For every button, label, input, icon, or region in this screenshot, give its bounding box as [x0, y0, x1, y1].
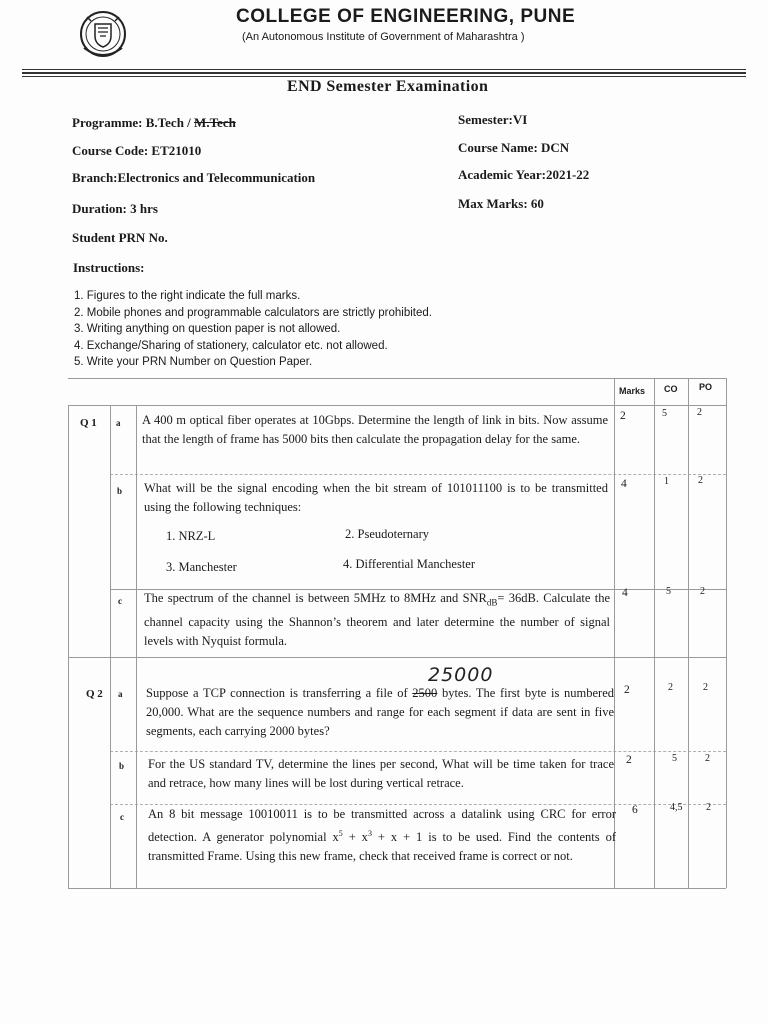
co-column-header: CO [664, 384, 678, 394]
co-value: 2 [668, 682, 673, 693]
snr-subscript: dB [486, 597, 498, 608]
marks-value: 2 [624, 684, 630, 696]
duration: Duration: 3 hrs [72, 201, 158, 216]
table-row-divider [110, 751, 726, 752]
question-number: Q 1 [80, 417, 97, 429]
subquestion-label: b [119, 761, 125, 771]
table-bottom-border [68, 888, 726, 889]
marks-value: 2 [620, 410, 626, 422]
table-row-divider [68, 405, 726, 406]
programme-struck-option: M.Tech [194, 115, 236, 130]
header-divider [22, 76, 746, 77]
semester: Semester:VI [458, 112, 528, 127]
question-number: Q 2 [86, 688, 103, 700]
marks-value: 2 [626, 754, 632, 766]
po-value: 2 [705, 753, 710, 764]
question-text-part: + x + 1 is to be used. Find the contents of transmitted Frame. Using this new frame, check that received frame is correct or not. [148, 830, 616, 864]
question-text-part: The spectrum of the channel is between 5MHz to 8MHz and SNR [144, 591, 487, 605]
question-text-part: + x [342, 830, 368, 845]
programme-field [72, 115, 236, 131]
table-top-border [68, 378, 726, 379]
polynomial-exponent: 3 [367, 829, 372, 838]
po-value: 2 [697, 407, 702, 418]
question-text: For the US standard TV, determine the lines per second, What will be time taken for trace and retrace, how many lines will be lost during vertical retrace. [148, 757, 614, 790]
subquestion-label: c [118, 596, 122, 606]
marks-column-header: Marks [619, 386, 646, 396]
subquestion-label: b [117, 486, 123, 496]
table-column-divider [136, 405, 137, 888]
po-value: 2 [700, 586, 705, 597]
co-value: 4,5 [670, 802, 683, 813]
max-marks: Max Marks: 60 [458, 196, 544, 211]
co-value: 5 [672, 753, 677, 764]
table-column-divider [68, 405, 69, 888]
header-divider [22, 72, 746, 74]
co-value: 1 [664, 476, 669, 487]
subquestion-label: c [120, 812, 124, 822]
struck-value: 2500 [412, 686, 438, 700]
instruction-item: 2. Mobile phones and programmable calculators are strictly prohibited. [74, 306, 432, 319]
question-text: What will be the signal encoding when the bit stream of 101011100 is to be transmitted using the following techniques: [144, 481, 608, 514]
course-name: Course Name: DCN [458, 140, 570, 155]
course-code: Course Code: ET21010 [72, 143, 202, 158]
po-value: 2 [703, 682, 708, 693]
instruction-item: 1. Figures to the right indicate the full marks. [74, 290, 301, 302]
instruction-item: 3. Writing anything on question paper is not allowed. [74, 323, 341, 335]
question-text-part: Suppose a TCP connection is transferring a file of [146, 686, 413, 700]
college-subtitle: (An Autonomous Institute of Government of Maharashtra ) [242, 31, 525, 43]
academic-year: Academic Year:2021-22 [458, 167, 590, 182]
student-prn-label: Student PRN No. [72, 230, 168, 245]
question-text [144, 589, 610, 651]
encoding-option: 2. Pseudoternary [345, 527, 430, 541]
table-column-divider [688, 378, 689, 888]
college-crest-logo [76, 8, 130, 62]
college-name: COLLEGE OF ENGINEERING, PUNE [236, 6, 576, 27]
encoding-option: 4. Differential Manchester [343, 557, 476, 571]
po-value: 2 [706, 802, 711, 813]
encoding-option: 1. NRZ-L [166, 529, 216, 543]
subquestion-label: a [118, 689, 123, 699]
question-text-part: = 36dB. Calculate the channel capacity using the Shannon’s theorem and later determine the number of signal levels with Nyquist formula. [144, 591, 610, 648]
exam-title: END Semester Examination [287, 78, 489, 95]
instruction-item: 5. Write your PRN Number on Question Paper. [74, 356, 313, 368]
question-text: A 400 m optical fiber operates at 10Gbps. Determine the length of link in bits. Now assume that the length of frame has 5000 bits then calculate the propagation delay for the same. [142, 413, 608, 446]
encoding-option: 3. Manchester [166, 560, 237, 574]
header-divider [22, 69, 746, 70]
marks-value: 4 [621, 478, 627, 490]
table-row-divider [68, 657, 726, 658]
polynomial-exponent: 5 [338, 829, 343, 838]
table-row-divider [110, 474, 726, 475]
subquestion-label: a [116, 418, 121, 428]
po-column-header: PO [699, 382, 713, 392]
question-text [146, 684, 614, 741]
co-value: 5 [662, 408, 667, 419]
branch: Branch:Electronics and Telecommunication [72, 170, 316, 185]
table-column-divider [726, 378, 727, 888]
po-value: 2 [698, 475, 703, 486]
marks-value: 4 [622, 587, 628, 599]
co-value: 5 [666, 586, 671, 597]
table-column-divider [110, 405, 111, 888]
question-text-part: bytes. The first byte is numbered 20,000. What are the sequence numbers and range for each segment if data are sent in five segments, each carrying 2000 bytes? [146, 686, 614, 738]
table-column-divider [654, 378, 655, 888]
question-text [148, 805, 616, 866]
marks-value: 6 [632, 804, 638, 816]
instruction-item: 4. Exchange/Sharing of stationery, calculator etc. not allowed. [74, 339, 388, 352]
instructions-heading: Instructions: [73, 260, 145, 275]
handwritten-correction: 25000 [428, 664, 494, 686]
programme-label: Programme: B.Tech / [72, 115, 195, 130]
question-text-part: An 8 bit message 10010011 is to be transmitted across a datalink using CRC for error detection. A generator polynomial x [148, 807, 616, 845]
instructions-list [74, 288, 432, 371]
